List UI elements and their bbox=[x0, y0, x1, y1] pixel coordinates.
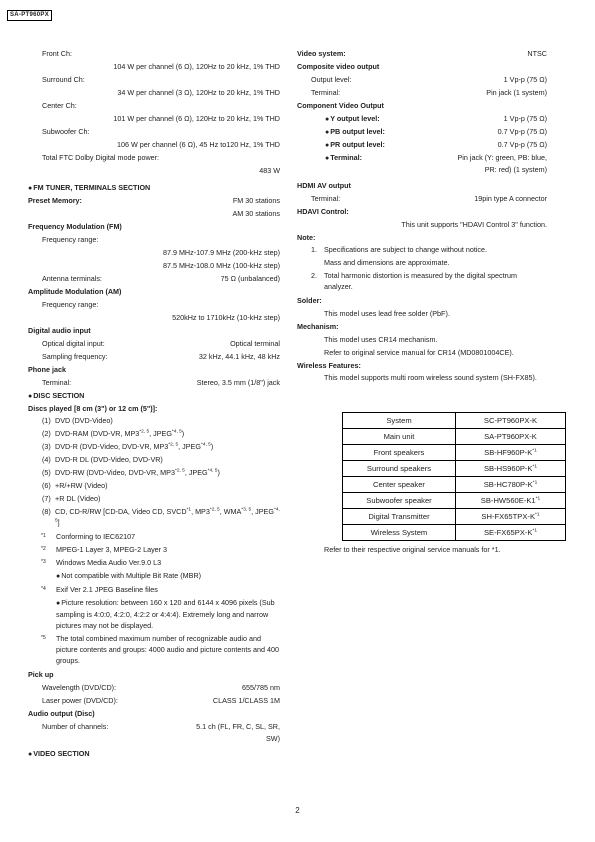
refer-text: Refer to their respective original service manuals for *1. bbox=[324, 545, 501, 554]
preset-memory-label: Preset Memory: bbox=[28, 196, 82, 205]
mechanism-text-1: This model uses CR14 mechanism. bbox=[324, 335, 438, 344]
phone-jack-heading: Phone jack bbox=[28, 365, 66, 374]
preset-fm-value: FM 30 stations bbox=[232, 196, 280, 205]
output-level-value: 1 Vp-p (75 Ω) bbox=[503, 75, 547, 84]
table-row: Main unit SA-PT960PX-K bbox=[343, 429, 566, 445]
disc-item: (4) DVD-R DL (DVD-Video, DVD-VR) bbox=[42, 455, 163, 464]
solder-heading: Solder: bbox=[297, 296, 322, 305]
note-1b: Mass and dimensions are approximate. bbox=[324, 258, 450, 267]
fm-heading: Frequency Modulation (FM) bbox=[28, 222, 122, 231]
disc-item: (1) DVD (DVD-Video) bbox=[42, 416, 113, 425]
total-ftc-label: Total FTC Dolby Digital mode power: bbox=[42, 153, 160, 162]
video-section-heading: ● VIDEO SECTION bbox=[28, 747, 280, 760]
wireless-heading: Wireless Features: bbox=[297, 361, 361, 370]
optical-label: Optical digital input: bbox=[42, 339, 105, 348]
am-range: 520kHz to 1710kHz (10-kHz step) bbox=[172, 313, 280, 322]
subwoofer-ch-value: 106 W per channel (6 Ω), 45 Hz to120 Hz, 1% THD bbox=[116, 140, 280, 149]
subwoofer-ch-label: Subwoofer Ch: bbox=[42, 127, 90, 136]
disc-item: (8) CD, CD-R/RW [CD-DA, Video CD, SVCD$^{*1}$, MP3$^{*2, 5}$, WMA$^{*3, 5}$, JPEG$^{*4, 5}$] bbox=[42, 507, 280, 527]
sampling-value: 32 kHz, 44.1 kHz, 48 kHz bbox=[198, 352, 280, 361]
am-freq-range-label: Frequency range: bbox=[42, 300, 99, 309]
fm-range-2: 87.5 MHz-108.0 MHz (100-kHz step) bbox=[162, 261, 280, 270]
disc-item: (3) DVD-R (DVD-Video, DVD-VR, MP3$^{*2, 5}$, JPEG$^{*4, 5}$) bbox=[42, 442, 214, 451]
pr-output-value: 0.7 Vp-p (75 Ω) bbox=[497, 140, 547, 149]
component-terminal-value-cont: PR: red) (1 system) bbox=[484, 165, 547, 174]
footnote-5: *5 The total combined maximum number of recognizable audio and picture contents and groups: 4000 audio and picture contents and 400 groups. bbox=[41, 634, 279, 665]
antenna-label: Antenna terminals: bbox=[42, 274, 102, 283]
total-ftc-value: 483 W bbox=[259, 166, 280, 175]
surround-ch-value: 34 W per channel (3 Ω), 120Hz to 20 kHz, 1% THD bbox=[117, 88, 280, 97]
hdmi-terminal-label: Terminal: bbox=[311, 194, 341, 203]
y-output-label: ● Y output level: bbox=[325, 114, 380, 123]
footnote-3: *3 Windows Media Audio Ver.9.0 L3 bbox=[41, 558, 162, 567]
center-ch-value: 101 W per channel (6 Ω), 120Hz to 20 kHz, 1% THD bbox=[113, 114, 280, 123]
sampling-label: Sampling frequency: bbox=[42, 352, 108, 361]
pb-output-value: 0.7 Vp-p (75 Ω) bbox=[497, 127, 547, 136]
disc-item: (7) +R DL (Video) bbox=[42, 494, 101, 503]
channels-value: 5.1 ch (FL, FR, C, SL, SR, bbox=[196, 722, 280, 731]
hdmi-heading: HDMI AV output bbox=[297, 181, 351, 190]
phone-terminal-value: Stereo, 3.5 mm (1/8") jack bbox=[196, 378, 280, 387]
pickup-heading: Pick up bbox=[28, 670, 54, 679]
left-column bbox=[28, 47, 280, 760]
laser-value: CLASS 1/CLASS 1M bbox=[212, 696, 280, 705]
composite-terminal-label: Terminal: bbox=[311, 88, 341, 97]
table-row: Subwoofer speaker SB-HW560E-K1$^{*1}$ bbox=[343, 493, 566, 509]
page-number: 2 bbox=[295, 806, 300, 815]
antenna-value: 75 Ω (unbalanced) bbox=[220, 274, 280, 283]
phone-terminal-label: Terminal: bbox=[42, 378, 72, 387]
am-heading: Amplitude Modulation (AM) bbox=[28, 287, 122, 296]
composite-terminal-value: Pin jack (1 system) bbox=[486, 88, 547, 97]
hdavi-heading: HDAVI Control: bbox=[297, 207, 349, 216]
footnote-1: *1 Conforming to IEC62107 bbox=[41, 532, 136, 541]
table-row: Front speakers $SB-HF960P-K^{*1}$ bbox=[343, 445, 566, 461]
video-system-value: NTSC bbox=[527, 49, 547, 58]
video-system-label: Video system: bbox=[297, 49, 346, 58]
optical-value: Optical terminal bbox=[230, 339, 280, 348]
component-heading: Component Video Output bbox=[297, 101, 384, 110]
table-row: Wireless System $SE-FX65PX-K^{*1}$ bbox=[343, 525, 566, 541]
component-terminal-label: ● Terminal: bbox=[325, 153, 362, 162]
wavelength-value: 655/785 nm bbox=[242, 683, 280, 692]
front-ch-label: Front Ch: bbox=[42, 49, 72, 58]
pr-output-label: ● PR output level: bbox=[325, 140, 385, 149]
hdmi-terminal-value: 19pin type A connector bbox=[474, 194, 547, 203]
audio-output-heading: Audio output (Disc) bbox=[28, 709, 95, 718]
composite-heading: Composite video output bbox=[297, 62, 380, 71]
note-heading: Note: bbox=[297, 233, 316, 242]
model-tag: SA-PT960PX bbox=[7, 10, 52, 21]
table-row: Digital Transmitter $SH-FX65TPX-K^{*1}$ bbox=[343, 509, 566, 525]
note-1: 1. Specifications are subject to change without notice. bbox=[311, 245, 488, 254]
table-row: Surround speakers $SB-HS960P-K^{*1}$ bbox=[343, 461, 566, 477]
center-ch-label: Center Ch: bbox=[42, 101, 77, 110]
mechanism-text-2: Refer to original service manual for CR14 (MD0801004CE). bbox=[324, 348, 514, 357]
footnote-3-note: ● Not compatible with Multiple Bit Rate (MBR) bbox=[28, 570, 280, 582]
digital-audio-heading: Digital audio input bbox=[28, 326, 91, 335]
surround-ch-label: Surround Ch: bbox=[42, 75, 85, 84]
note-2: 2. Total harmonic distortion is measured by the digital spectrum analyzer. bbox=[311, 271, 517, 291]
discs-played-heading: Discs played [8 cm (3") or 12 cm (5")]: bbox=[28, 404, 158, 413]
system-table bbox=[342, 412, 566, 541]
component-terminal-value: Pin jack (Y: green, PB: blue, bbox=[457, 153, 547, 162]
disc-item: (6) +R/+RW (Video) bbox=[42, 481, 108, 490]
solder-text: This model uses lead free solder (PbF). bbox=[324, 309, 450, 318]
channels-label: Number of channels: bbox=[42, 722, 109, 731]
footnote-4: *4 Exif Ver 2.1 JPEG Baseline files bbox=[41, 585, 158, 594]
preset-am-value: AM 30 stations bbox=[232, 209, 280, 218]
disc-item: (2) DVD-RAM (DVD-VR, MP3$^{*2, 5}$, JPEG$^{*4, 5}$) bbox=[42, 429, 185, 438]
laser-label: Laser power (DVD/CD): bbox=[42, 696, 118, 705]
disc-item: (5) DVD-RW (DVD-Video, DVD-VR, MP3$^{*2, 5}$, JPEG$^{*4, 5}$) bbox=[42, 468, 220, 477]
table-row: Center speaker $SB-HC780P-K^{*1}$ bbox=[343, 477, 566, 493]
right-column bbox=[297, 47, 547, 383]
footnote-4-note: ● Picture resolution: between 160 x 120 and 6144 x 4096 pixels (Sub sampling is 4:0:0, 4:2:0, 4:2:2 or 4:4:4). Extremely long and narrow pictures may not be displayed. bbox=[28, 597, 280, 631]
fm-range-1: 87.9 MHz-107.9 MHz (200-kHz step) bbox=[162, 248, 280, 257]
hdavi-text: This unit supports "HDAVI Control 3" function. bbox=[401, 220, 547, 229]
output-level-label: Output level: bbox=[311, 75, 352, 84]
fm-section-heading: ● FM TUNER, TERMINALS SECTION bbox=[28, 181, 280, 194]
channels-value-cont: SW) bbox=[266, 734, 280, 743]
footnote-2: *2 MPEG-1 Layer 3, MPEG-2 Layer 3 bbox=[41, 545, 168, 554]
pb-output-label: ● PB output level: bbox=[325, 127, 385, 136]
disc-section-heading: ● DISC SECTION bbox=[28, 389, 280, 402]
y-output-value: 1 Vp-p (75 Ω) bbox=[503, 114, 547, 123]
wavelength-label: Wavelength (DVD/CD): bbox=[42, 683, 117, 692]
table-row: System SC-PT960PX-K bbox=[343, 413, 566, 429]
mechanism-heading: Mechanism: bbox=[297, 322, 339, 331]
front-ch-value: 104 W per channel (6 Ω), 120Hz to 20 kHz, 1% THD bbox=[113, 62, 280, 71]
fm-freq-range-label: Frequency range: bbox=[42, 235, 99, 244]
wireless-text: This model supports multi room wireless sound system (SH-FX85). bbox=[324, 373, 537, 382]
